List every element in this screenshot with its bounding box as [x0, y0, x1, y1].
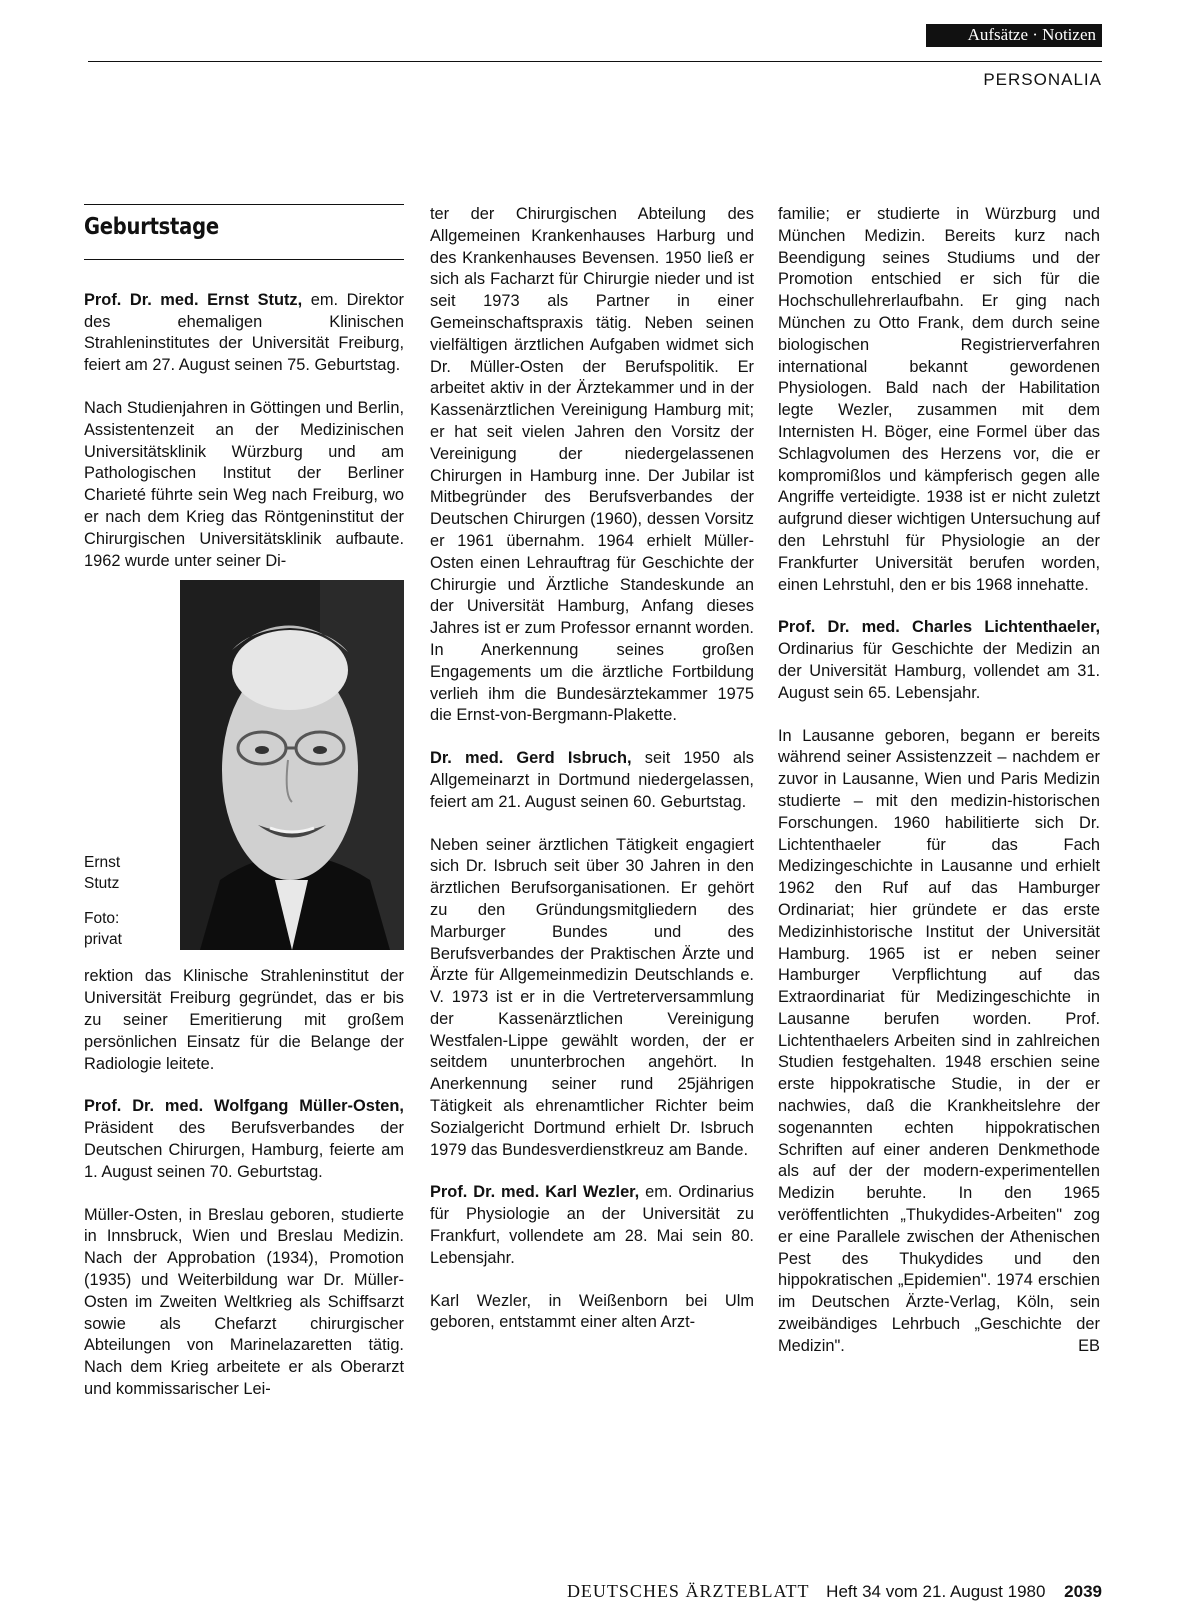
person-name: Prof. Dr. med. Wolfgang Müller-Osten, — [84, 1097, 404, 1116]
paragraph: Prof. Dr. med. Wolfgang Müller-Osten, Präsident des Berufsverbandes der Deutschen Chirurgen, Hamburg, feierte am 1. August seinen 70. Geburtstag. — [84, 1097, 404, 1181]
person-name: Prof. Dr. med. Ernst Stutz, — [84, 290, 303, 309]
person-name: Prof. Dr. med. Charles Lichtenthaeler, — [778, 618, 1100, 637]
author-signature: EB — [1078, 1336, 1100, 1355]
page-number: 2039 — [1064, 1582, 1102, 1601]
paragraph: Nach Studienjahren in Göttingen und Berlin, Assistentenzeit an der Medizinischen Universitätsklinik Würzburg und am Pathologischen Institut der Berliner Charieté führte sein Weg nach Freiburg, wo er nach dem Krieg das Röntgeninstitut der Chirurgischen Universitätsklinik aufbaute. 1962 wurde unter seiner Di- — [84, 398, 404, 570]
paragraph: Prof. Dr. med. Karl Wezler, em. Ordinarius für Physiologie an der Universität zu Frankfurt, vollendete am 28. Mai sein 80. Lebensjahr. — [430, 1183, 754, 1267]
paragraph: Müller-Osten, in Breslau geboren, studierte in Innsbruck, Wien und Breslau Medizin. Nach der Approbation (1934), Promotion (1935) und Weiterbildung war Dr. Müller-Osten im Zweiten Weltkrieg als Schiffsarzt sowie als Chefarzt chirurgischer Abteilungen von Marinelazaretten tätig. Nach dem Krieg arbeitete er als Oberarzt und kommissarischer Lei- — [84, 1205, 404, 1398]
heading-rule-bottom — [84, 259, 404, 260]
photo-caption — [84, 852, 180, 950]
paragraph: Karl Wezler, in Weißenborn bei Ulm geboren, entstammt einer alten Arzt- — [430, 1291, 754, 1332]
journal-name: DEUTSCHES ÄRZTEBLATT — [566, 1581, 810, 1601]
person-name: Dr. med. Gerd Isbruch, — [430, 749, 632, 768]
caption-name: Ernst Stutz — [84, 854, 121, 893]
paragraph: ter der Chirurgischen Abteilung des Allgemeinen Krankenhauses Harburg und des Krankenhauses Bevensen. 1950 ließ er sich als Facharzt für Chirurgie nieder und ist seit 1973 als Partner in einer Gemeinschaftspraxis tätig. Neben seinen vielfältigen ärztlichen Aufgaben widmet sich Dr. Müller-Osten der Berufspolitik. Er arbeitet aktiv in der Ärztekammer und in der Kassenärztlichen Vereinigung Hamburg mit; er hat seit vielen Jahren den Vorsitz der Vereinigung der niedergelassenen Chirurgen in Hamburg inne. Der Jubilar ist Mitbegründer des Berufsverbandes der Deutschen Chirurgen (1960), dessen Vorsitz er 1961 übernahm. 1964 erhielt Müller-Osten einen Lehrauftrag für Geschichte der Chirurgie und Ärztliche Standeskunde an der Universität Hamburg, Anfang dieses Jahres ist er zum Professor ernannt worden. In Anerkennung seines großen Engagements um die ärztliche Fortbildung verlieh ihm die Bundesärztekammer 1975 die Ernst-von-Bergmann-Plakette. — [430, 205, 754, 725]
column-3 — [778, 204, 1100, 1379]
paragraph: Neben seiner ärztlichen Tätigkeit engagiert sich Dr. Isbruch seit über 30 Jahren in den ärztlichen Berufsorganisationen. Er gehört zu den Gründungsmitgliedern des Marburger Bundes und des Berufsverbandes der Praktischen Ärzte und Ärzte für Allgemeinmedizin Deutschlands e. V. 1973 ist er in die Vertreterversammlung der Kassenärztlichen Vereinigung Westfalen-Lippe gewählt worden, der er seitdem ununterbrochen angehört. In Anerkennung seiner rund 25jährigen Tätigkeit als ehrenamtlicher Richter beim Sozialgericht Dortmund erhielt Dr. Isbruch 1979 das Bundesverdienstkreuz am Bande. — [430, 835, 754, 1159]
heading-rule-top — [84, 204, 404, 205]
photo-block — [84, 580, 404, 950]
column-1 — [84, 204, 404, 1422]
paragraph: rektion das Klinische Strahleninstitut der Universität Freiburg gegründet, das er bis zu seiner Emeritierung mit großem persönlichen Einsatz für die Belange der Radiologie leitete. — [84, 967, 404, 1073]
column-2 — [430, 204, 754, 1355]
paragraph: familie; er studierte in Würzburg und München Medizin. Bereits kurz nach Beendigung seines Studiums und der Promotion entschied er sich für die Hochschullehrerlaufbahn. Er ging nach München zu Otto Frank, dem durch seine biologischen Registrierverfahren international bekannt gewordenen Physiologen. Bald nach der Habilitation legte Wezler, zusammen mit dem Internisten H. Böger, eine Formel über das Schlagvolumen des Herzens vor, die er kompromißlos und kämpferisch gegen alle Angriffe verteidigte. 1938 ist er nicht zuletzt aufgrund dieser wichtigen Untersuchung auf den Lehrstuhl für Physiologie an der Frankfurter Universität berufen worden, einen Lehrstuhl, den er bis 1968 innehatte. — [778, 205, 1100, 594]
paragraph: Prof. Dr. med. Ernst Stutz, em. Direktor des ehemaligen Klinischen Strahleninstitutes der Universität Freiburg, feiert am 27. August seinen 75. Geburtstag. — [84, 290, 404, 375]
paragraph: In Lausanne geboren, begann er bereits während seiner Assistenzzeit – nachdem er zuvor in Lausanne, Wien und Paris Medizin studierte – mit den medizin-historischen Forschungen. 1960 habilitierte sich Dr. Lichtenthaeler für das Fach Medizingeschichte in Lausanne und erhielt 1962 den Ruf auf das Hamburger Ordinariat; hier gründete er das erste Medizinhistorische Institut der Universität Hamburg. 1965 ist er neben seiner Hamburger Verpflichtung auf das Extraordinariat für Medizingeschichte in Lausanne berufen worden. Prof. Lichtenthaelers Arbeiten sind in zahlreichen Studien festgehalten. 1948 erschien seine erste hippokratische Studie, in der er nachwies, daß die Krankheitslehre der sogenannten echten hippokratischen Schriften auf einer anderen Denkmethode als auf der der modern-experimentellen Medizin beruhte. In den 1965 veröffentlichten „Thukydides-Arbeiten" zog er eine Parallele zwischen der Athenischen Pest des Thukydides und den hippokratischen „Epidemien". 1974 erschien im Deutschen Ärzte-Verlag, Köln, sein zweibändiges Lehrbuch „Geschichte der Medizin". EB — [778, 726, 1100, 1358]
caption-credit: Foto: privat — [84, 910, 122, 949]
paragraph: Prof. Dr. med. Charles Lichtenthaeler, Ordinarius für Geschichte der Medizin an der Universität Hamburg, vollendet am 31. August sein 65. Lebensjahr. — [778, 618, 1100, 702]
paragraph: Dr. med. Gerd Isbruch, seit 1950 als Allgemeinarzt in Dortmund niedergelassen, feiert am 21. August seinen 60. Geburtstag. — [430, 749, 754, 811]
section-label: PERSONALIA — [983, 70, 1102, 89]
page-footer — [0, 1581, 1102, 1602]
portrait-photo — [180, 580, 404, 950]
header-rule — [88, 61, 1102, 62]
person-name: Prof. Dr. med. Karl Wezler, — [430, 1183, 640, 1202]
issue-info: Heft 34 vom 21. August 1980 — [826, 1582, 1046, 1601]
section-badge: Aufsätze · Notizen — [926, 24, 1102, 47]
section-heading: Geburtstage — [84, 214, 219, 240]
